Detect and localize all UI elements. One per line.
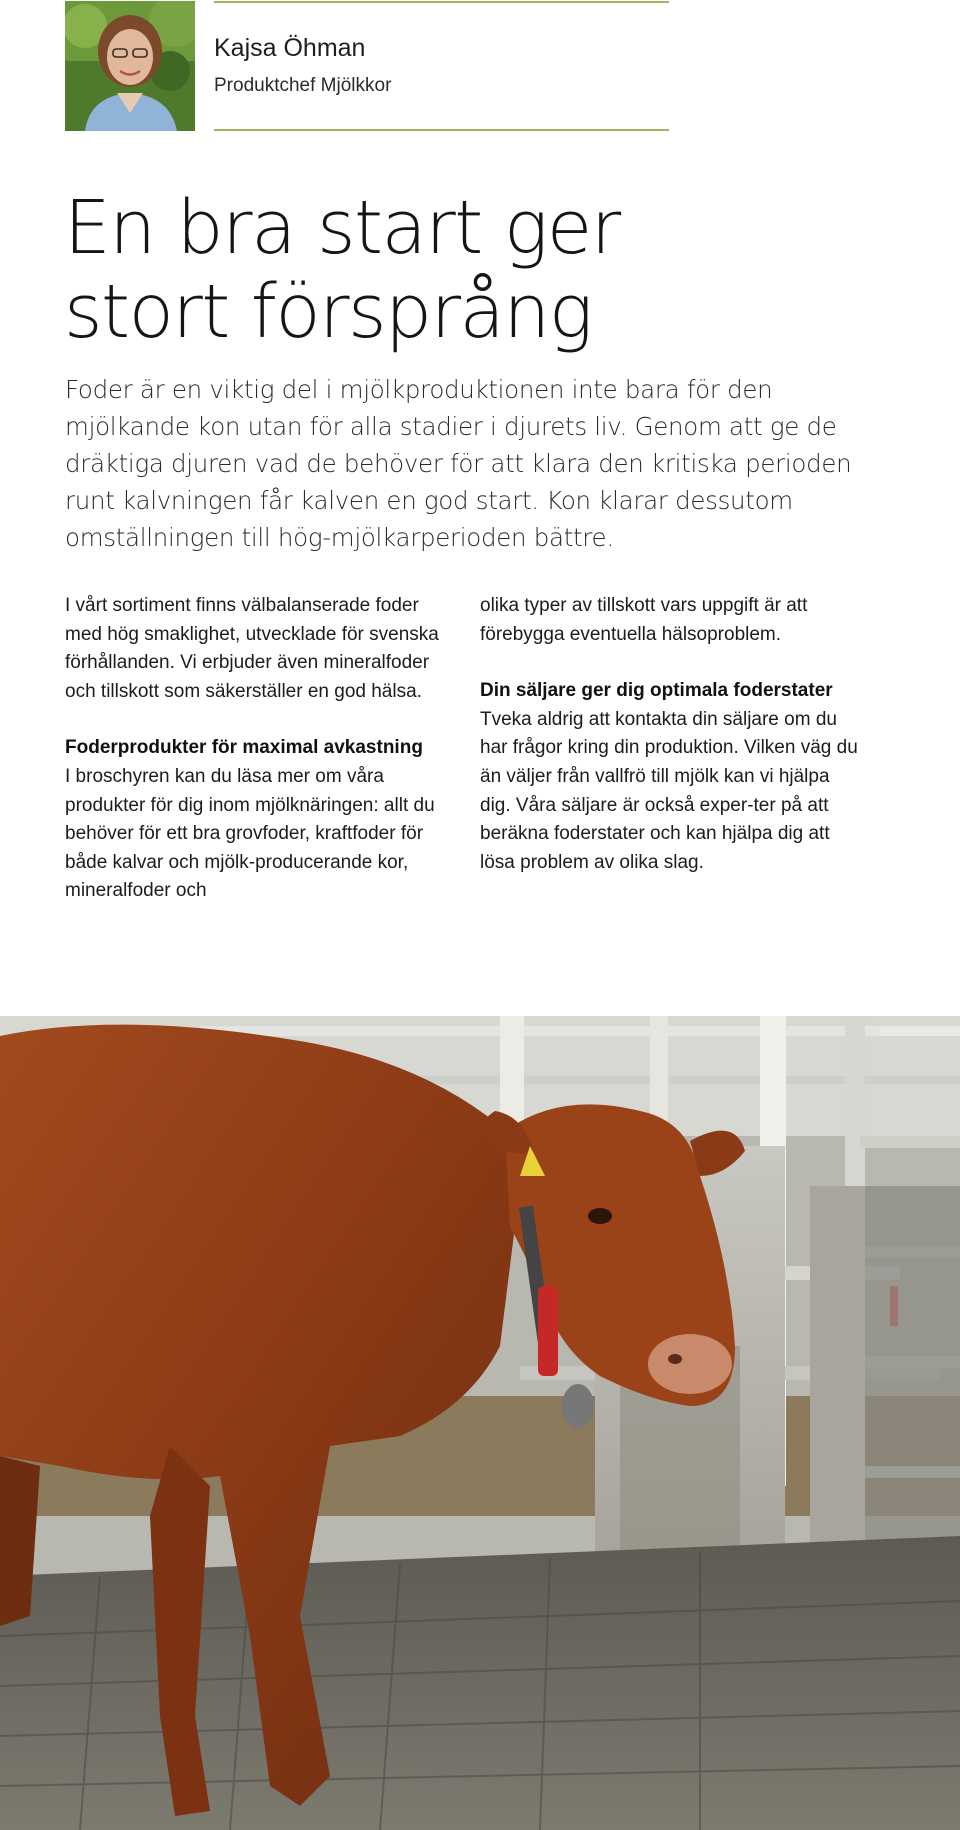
author-portrait-image xyxy=(65,1,195,131)
author-role: Produktchef Mjölkkor xyxy=(214,75,392,96)
left-heading-1: Foderprodukter för maximal avkastning xyxy=(65,737,423,759)
left-paragraph-2: I broschyren kan du läsa mer om våra produkter för dig inom mjölknäringen: allt du behöver för ett bra grovfoder, kraftfoder för både kalvar och mjölk-producerande kor, mineralfoder och xyxy=(65,765,435,902)
author-name: Kajsa Öhman xyxy=(214,34,366,62)
author-bottom-rule xyxy=(214,129,669,131)
cow-photo xyxy=(0,1016,960,1830)
author-block xyxy=(65,0,669,131)
right-paragraph-2: Tveka aldrig att kontakta din säljare om du har frågor kring din produktion. Vilken väg du än väljer från vallfrö till mjölk kan vi hjälpa dig. Våra säljare är också exper-ter på att beräkna foderstater och kan hjälpa dig att lösa problem av olika slag. xyxy=(480,708,858,873)
cow-in-barn-image xyxy=(0,1016,960,1830)
author-photo xyxy=(65,1,195,131)
right-column xyxy=(480,592,865,877)
page-title-line-2: stort försprång xyxy=(64,269,592,355)
left-column xyxy=(65,592,450,906)
right-paragraph-1: olika typer av tillskott vars uppgift är att förebygga eventuella hälsoproblem. xyxy=(480,595,808,645)
author-top-rule xyxy=(214,1,669,3)
intro-paragraph: Foder är en viktig del i mjölkproduktionen inte bara för den mjölkande kon utan för alla stadier i djurets liv. Genom att ge de dräktiga djuren vad de behöver för att klara den kritiska perioden runt kalvningen får kalven en god start. Kon klarar dessutom omställningen till hög-mjölkarperioden bättre. xyxy=(65,375,852,552)
page-title xyxy=(64,186,864,354)
left-paragraph-1: I vårt sortiment finns välbalanserade foder med hög smaklighet, utvecklade för svenska förhållanden. Vi erbjuder även mineralfoder och tillskott som säkerställer en god hälsa. xyxy=(65,595,439,702)
right-heading-1: Din säljare ger dig optimala foderstater xyxy=(480,680,833,702)
page-title-line-1: En bra start ger xyxy=(64,185,620,271)
